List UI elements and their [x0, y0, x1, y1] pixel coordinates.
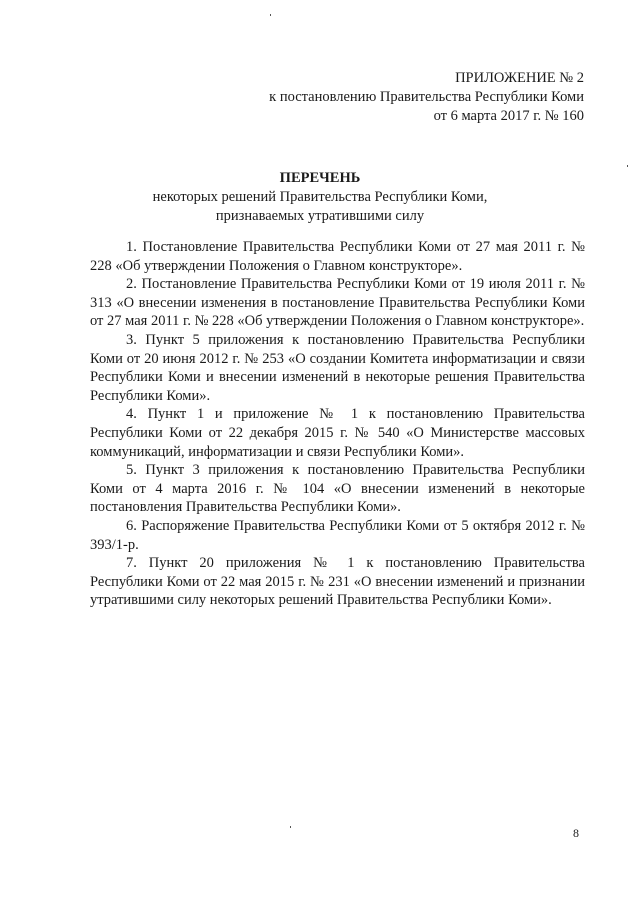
document-title [0, 169, 640, 226]
title-subline-1: некоторых решений Правительства Республики Коми, [152, 189, 488, 205]
list-item: 1. Постановление Правительства Республики Коми от 27 мая 2011 г. № 228 «Об утверждении Положения о Главном конструкторе». [90, 239, 585, 274]
appendix-date: от 6 марта 2017 г. № 160 [433, 108, 584, 124]
scan-speck [290, 826, 291, 828]
list-item: 4. Пункт 1 и приложение № 1 к постановлению Правительства Республики Коми от 22 декабря 2015 г. № 540 «О Министерстве массовых коммуникаций, информатизации и связи Республики Коми». [90, 406, 585, 460]
list-item: 7. Пункт 20 приложения № 1 к постановлению Правительства Республики Коми от 22 мая 2015 г. № 231 «О внесении изменений и признании утратившими силу некоторых решений Правительства Республики Коми». [90, 555, 585, 609]
list-item: 2. Постановление Правительства Республики Коми от 19 июля 2011 г. № 313 «О внесении изменения в постановление Правительства Республики Коми от 27 мая 2011 г. № 228 «Об утверждении Положения о Главном конструкторе». [90, 276, 585, 330]
list-item: 6. Распоряжение Правительства Республики Коми от 5 октября 2012 г. № 393/1-р. [90, 517, 585, 553]
list-item: 3. Пункт 5 приложения к постановлению Правительства Республики Коми от 20 июня 2012 г. № 253 «О создании Комитета информатизации и связи Республики Коми и внесении изменений в некоторые решения Правительства Республики Коми». [90, 331, 585, 404]
appendix-number: ПРИЛОЖЕНИЕ № 2 [455, 70, 584, 86]
scan-speck [627, 165, 628, 167]
title-heading: ПЕРЕЧЕНЬ [279, 170, 361, 186]
appendix-header [269, 69, 584, 126]
appendix-reference: к постановлению Правительства Республики Коми [269, 89, 584, 105]
decisions-list [90, 238, 585, 610]
page-number: 8 [573, 826, 579, 840]
list-item: 5. Пункт 3 приложения к постановлению Правительства Республики Коми от 4 марта 2016 г. № 104 «О внесении изменений в некоторые постановления Правительства Республики Коми». [90, 462, 585, 516]
title-subline-2: признаваемых утратившими силу [215, 208, 425, 224]
scan-speck [270, 14, 271, 16]
